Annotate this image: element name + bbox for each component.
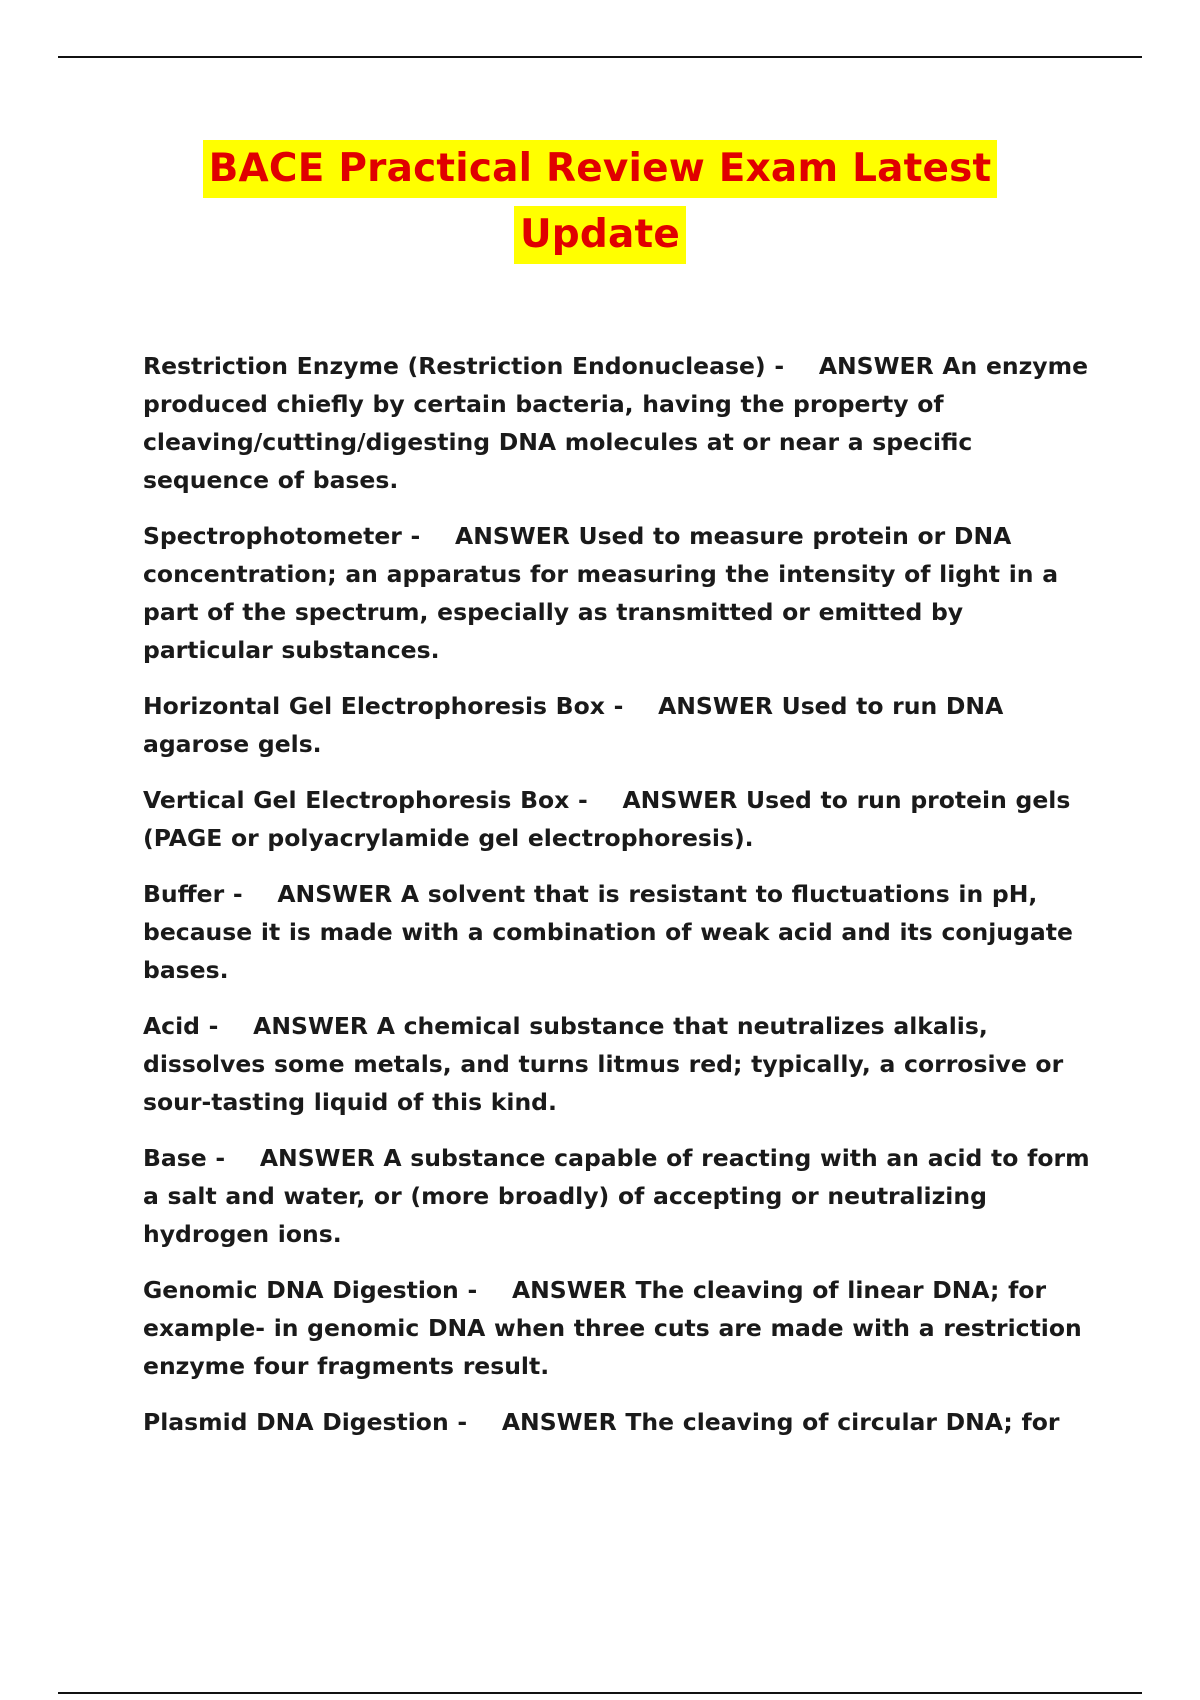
entry-term: Spectrophotometer - [143, 522, 421, 550]
entry-term: Restriction Enzyme (Restriction Endonuclease) - [143, 352, 785, 380]
footer-rule [58, 1692, 1142, 1694]
entry-term: Genomic DNA Digestion - [143, 1276, 478, 1304]
entry-answer: ANSWER The cleaving of linear DNA; for example- in genomic DNA when three cuts are made with a restriction enzyme four fragments result. [143, 1276, 1082, 1380]
entry-term: Plasmid DNA Digestion - [143, 1408, 468, 1436]
entry-answer: ANSWER A substance capable of reacting with an acid to form a salt and water, or (more broadly) of accepting or neutralizing hydrogen ions. [143, 1144, 1090, 1248]
title-line-1: BACE Practical Review Exam Latest [203, 140, 998, 198]
qa-entry [143, 1271, 1093, 1385]
entry-answer: ANSWER An enzyme produced chiefly by certain bacteria, having the property of cleaving/cutting/digesting DNA molecules at or near a specific sequence of bases. [143, 352, 1089, 494]
entry-term: Base - [143, 1144, 226, 1172]
qa-entry [143, 687, 1093, 763]
entry-answer: ANSWER Used to run protein gels (PAGE or polyacrylamide gel electrophoresis). [143, 786, 1071, 852]
entry-term: Buffer - [143, 880, 243, 908]
qa-entry [143, 875, 1093, 989]
entry-answer: ANSWER Used to measure protein or DNA concentration; an apparatus for measuring the intensity of light in a part of the spectrum, especially as transmitted or emitted by particular substances. [143, 522, 1059, 664]
qa-entry [143, 1007, 1093, 1121]
entry-term: Vertical Gel Electrophoresis Box - [143, 786, 588, 814]
qa-entry [143, 781, 1093, 857]
entry-answer: ANSWER A chemical substance that neutralizes alkalis, dissolves some metals, and turns litmus red; typically, a corrosive or sour-tasting liquid of this kind. [143, 1012, 1064, 1116]
entry-answer: ANSWER The cleaving of circular DNA; for [501, 1408, 1060, 1436]
qa-list [143, 347, 1093, 1459]
title-line-2: Update [514, 206, 686, 264]
header-rule [58, 56, 1142, 58]
entry-term: Horizontal Gel Electrophoresis Box - [143, 692, 624, 720]
document-title [0, 140, 1200, 264]
qa-entry [143, 517, 1093, 669]
entry-answer: ANSWER Used to run DNA agarose gels. [143, 692, 1004, 758]
qa-entry [143, 347, 1093, 499]
entry-answer: ANSWER A solvent that is resistant to fluctuations in pH, because it is made with a combination of weak acid and its conjugate bases. [143, 880, 1073, 984]
entry-term: Acid - [143, 1012, 219, 1040]
qa-entry [143, 1139, 1093, 1253]
qa-entry [143, 1403, 1093, 1441]
